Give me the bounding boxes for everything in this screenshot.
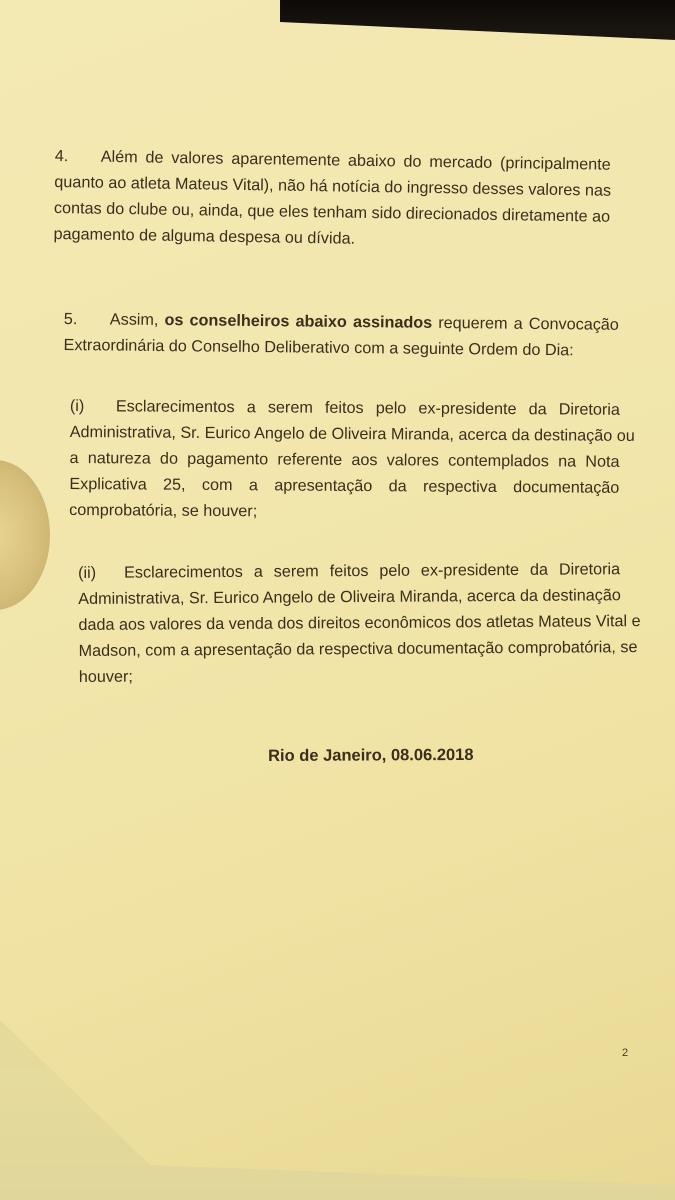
agenda-item-i-text: Esclarecimentos a serem feitos pelo ex-presidente da Diretoria: [115, 397, 620, 419]
agenda-item-i-marker: (i): [69, 396, 85, 416]
agenda-item-ii-text: Esclarecimentos a serem feitos pelo ex-presidente da Diretoria: [124, 560, 621, 582]
agenda-item-ii-line-4: Madson, com a apresentação da respectiva documentação comprobatória, se: [78, 638, 638, 660]
paragraph-4-number: 4.: [54, 146, 69, 166]
date-line: Rio de Janeiro, 08.06.2018: [268, 745, 474, 765]
paragraph-5-prefix: Assim,: [109, 310, 159, 329]
agenda-item-ii-line-2: Administrativa, Sr. Eurico Angelo de Oliveira Miranda, acerca da destinação: [78, 586, 621, 608]
agenda-item-ii: [78, 556, 641, 690]
agenda-item-ii-line-5: houver;: [78, 667, 133, 686]
paragraph-5-number: 5.: [63, 309, 78, 329]
agenda-item-ii-line-3: dada aos valores da venda dos direitos econômicos dos atletas Mateus Vital e: [78, 612, 641, 634]
paragraph-5-suffix: requerem a Convocação: [438, 313, 619, 334]
agenda-item-ii-line-1: [78, 556, 620, 586]
agenda-item-i-line-4: Explicativa 25, com a apresentação da respectiva documentação: [69, 474, 620, 497]
agenda-item-i-line-5: comprobatória, se houver;: [69, 500, 258, 521]
agenda-item-i-line-1: [70, 393, 620, 423]
paragraph-4-text: Além de valores aparentemente abaixo do mercado (principalmente: [100, 147, 611, 174]
agenda-item-i-line-2: Administrativa, Sr. Eurico Angelo de Oliveira Miranda, acerca da destinação ou: [69, 422, 635, 445]
paragraph-5: [63, 306, 619, 364]
paragraph-5-line-2: Extraordinária do Conselho Deliberativo com a seguinte Ordem do Dia:: [63, 335, 574, 360]
paragraph-4-line-4: pagamento de alguma despesa ou dívida.: [53, 224, 356, 248]
page-number: 2: [622, 1047, 629, 1059]
agenda-item-ii-marker: (ii): [78, 563, 97, 582]
paragraph-4: [53, 143, 611, 256]
paragraph-4-line-2: quanto ao atleta Mateus Vital), não há notícia do ingresso desses valores nas: [54, 172, 612, 200]
agenda-item-i: [69, 393, 635, 527]
agenda-item-i-line-3: a natureza do pagamento referente aos valores contemplados na Nota: [69, 448, 620, 471]
paragraph-5-bold: os conselheiros abaixo assinados: [164, 311, 433, 332]
paragraph-4-line-3: contas do clube ou, ainda, que eles tenham sido direcionados diretamente ao: [53, 198, 611, 226]
